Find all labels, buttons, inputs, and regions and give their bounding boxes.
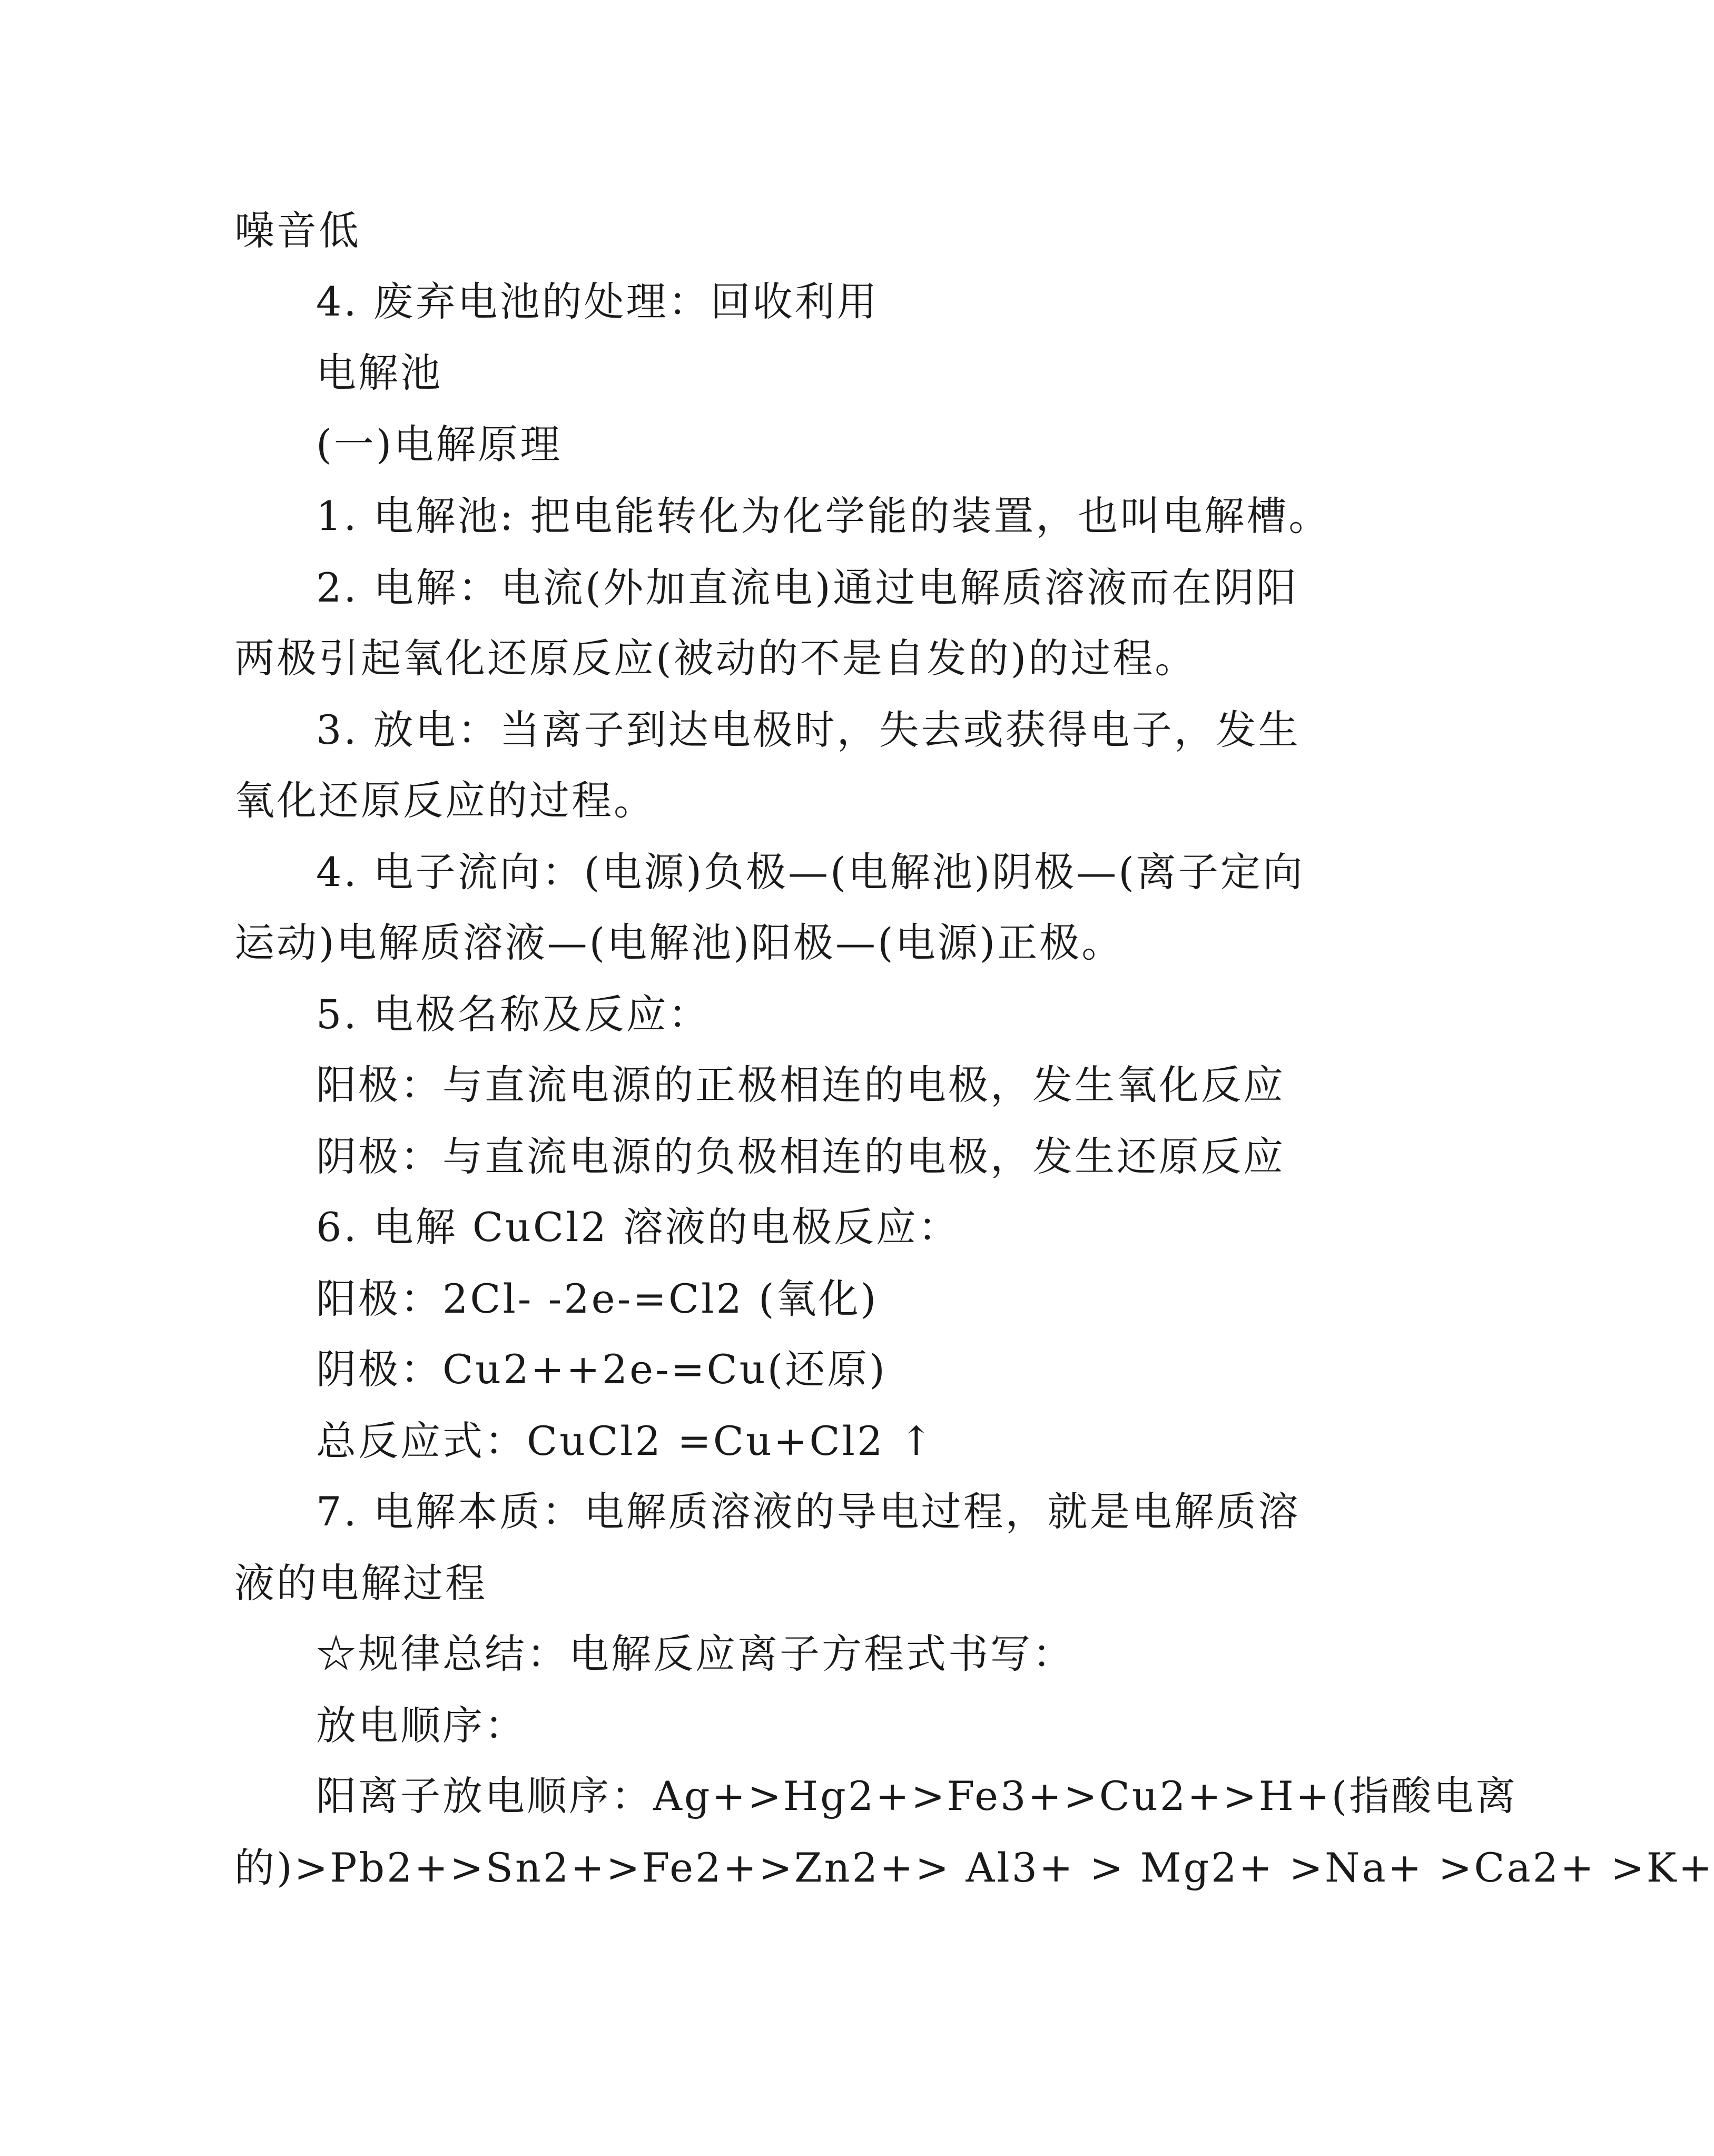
equation-line: 总反应式：CuCl2 =Cu+Cl2 ↑ [316,1417,935,1464]
text-line: 的)>Pb2+>Sn2+>Fe2+>Zn2+> Al3+ > Mg2+ >Na+ >Ca2+ >K+ [234,1844,1714,1891]
section-heading: 电解池 [316,349,442,396]
equation-line: 阳极：2Cl- -2e-=Cl2 (氧化) [316,1275,879,1322]
text-line: 阴极：与直流电源的负极相连的电极，发生还原反应 [316,1133,1285,1180]
text-line: 4. 废弃电池的处理：回收利用 [316,278,879,325]
text-line: 液的电解过程 [234,1560,487,1607]
text-line: 2. 电解：电流(外加直流电)通过电解质溶液而在阴阳 [316,564,1298,611]
text-line: 两极引起氧化还原反应(被动的不是自发的)的过程。 [234,635,1197,682]
text-line: ☆规律总结：电解反应离子方程式书写： [316,1630,1075,1677]
text-line: 7. 电解本质：电解质溶液的导电过程，就是电解质溶 [316,1488,1301,1535]
text-line: 4. 电子流向：(电源)负极—(电解池)阴极—(离子定向 [316,849,1305,895]
equation-line: 阴极：Cu2++2e-=Cu(还原) [316,1346,887,1393]
text-line: 阳离子放电顺序：Ag+>Hg2+>Fe3+>Cu2+>H+(指酸电离 [316,1773,1518,1819]
text-line: 放电顺序： [316,1702,527,1749]
text-line: 阳极：与直流电源的正极相连的电极，发生氧化反应 [316,1061,1285,1108]
text-line: 氧化还原反应的过程。 [234,777,656,824]
text-line: 运动)电解质溶液—(电解池)阳极—(电源)正极。 [234,919,1124,966]
text-line: 噪音低 [234,207,361,254]
text-line: 6. 电解 CuCl2 溶液的电极反应： [316,1204,960,1251]
text-line: 5. 电极名称及反应： [316,991,711,1038]
text-line: 1. 电解池: 把电能转化为化学能的装置，也叫电解槽。 [316,493,1331,539]
text-line: 3. 放电：当离子到达电极时，失去或获得电子，发生 [316,706,1301,753]
subsection-heading: (一)电解原理 [316,421,563,468]
